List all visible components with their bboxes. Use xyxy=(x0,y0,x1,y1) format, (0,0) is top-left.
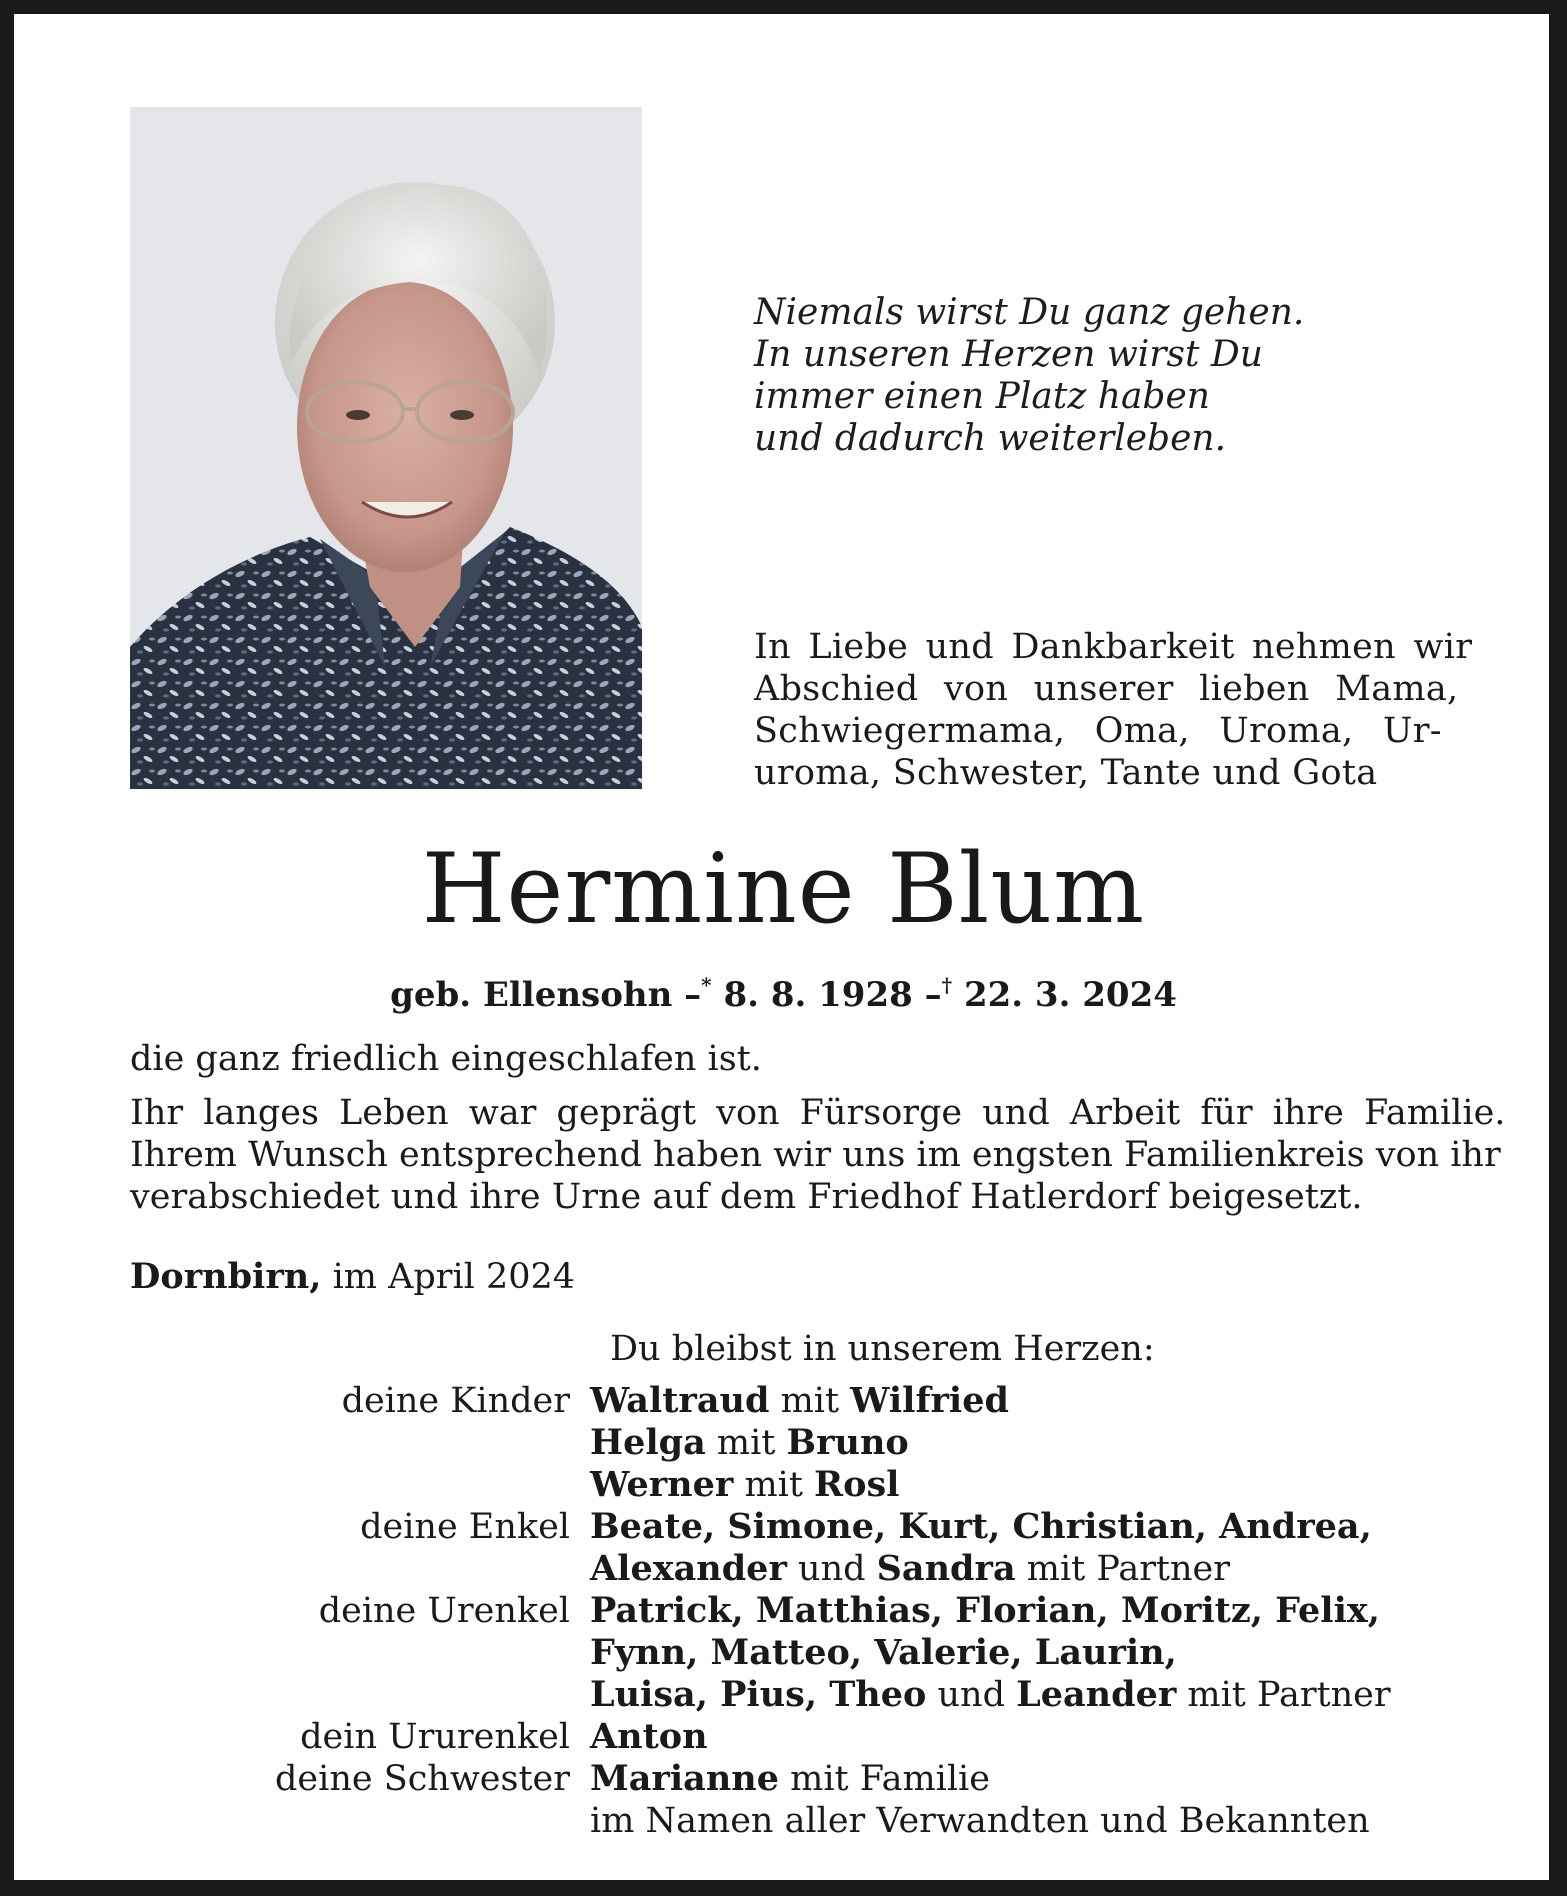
relation-label xyxy=(200,1464,590,1506)
relative-names xyxy=(590,1422,909,1464)
memorial-quote xyxy=(754,292,1314,460)
relative-name: Waltraud xyxy=(590,1380,770,1421)
family-row xyxy=(200,1506,1450,1548)
relative-names xyxy=(590,1674,1391,1716)
relative-name: Luisa, Pius, Theo xyxy=(590,1674,927,1715)
intro-text xyxy=(754,626,1473,794)
place-date xyxy=(130,1256,575,1298)
quote-line: In unseren Herzen wirst Du xyxy=(754,334,1263,375)
relative-name: Leander xyxy=(1016,1674,1177,1715)
relative-names xyxy=(590,1548,1230,1590)
place-city: Dornbirn, xyxy=(130,1256,322,1297)
family-row xyxy=(200,1758,1450,1800)
relative-name: Sandra xyxy=(876,1548,1016,1589)
place-date-text: im April 2024 xyxy=(321,1257,576,1297)
intro-line: In Liebe und Dankbarkeit nehmen wir xyxy=(754,627,1473,667)
relative-name: Bruno xyxy=(786,1422,909,1463)
family-list xyxy=(200,1380,1450,1842)
connector-text: im Namen aller Verwandten und Bekannten xyxy=(590,1801,1370,1841)
connector-text: mit Partner xyxy=(1176,1675,1391,1715)
relative-name: Helga xyxy=(590,1422,706,1463)
life-dates xyxy=(0,963,1567,1017)
family-row xyxy=(200,1548,1450,1590)
family-row xyxy=(200,1380,1450,1422)
relative-names xyxy=(590,1590,1380,1632)
relative-names xyxy=(590,1464,899,1506)
relative-names xyxy=(590,1800,1370,1842)
birth-date: 8. 8. 1928 xyxy=(723,975,913,1015)
family-row xyxy=(200,1422,1450,1464)
body-paragraph xyxy=(130,1092,1506,1218)
relative-name: Anton xyxy=(590,1716,708,1757)
relative-name: Alexander xyxy=(590,1548,787,1589)
relation-label xyxy=(200,1632,590,1674)
connector-text: und xyxy=(926,1675,1017,1715)
relation-label: deine Enkel xyxy=(360,1507,570,1547)
relative-name: Patrick, Matthias, Florian, Moritz, Felix, xyxy=(590,1590,1380,1631)
body-first-line: die ganz friedlich eingeschlafen ist. xyxy=(130,1039,762,1079)
quote-line: immer einen Platz haben xyxy=(754,376,1210,417)
family-row xyxy=(200,1590,1450,1632)
relation-label: deine Urenkel xyxy=(318,1591,570,1631)
relative-names xyxy=(590,1758,990,1800)
relative-names xyxy=(590,1716,708,1758)
birth-name: geb. Ellensohn xyxy=(390,975,673,1015)
connector-text: und xyxy=(786,1549,877,1589)
relative-name: Werner xyxy=(590,1464,734,1505)
deceased-name: Hermine Blum xyxy=(421,833,1146,945)
family-row xyxy=(200,1800,1450,1842)
relation-label xyxy=(200,1548,590,1590)
relative-names xyxy=(590,1380,1009,1422)
connector-text: mit xyxy=(733,1465,815,1505)
separator: – xyxy=(924,975,942,1015)
family-row xyxy=(200,1464,1450,1506)
relation-label: deine Kinder xyxy=(341,1381,570,1421)
relative-names xyxy=(590,1506,1372,1548)
relative-name: Rosl xyxy=(814,1464,900,1505)
relative-name: Beate, Simone, Kurt, Christian, Andrea, xyxy=(590,1506,1372,1547)
intro-line: Abschied von unserer lieben Mama, xyxy=(754,669,1459,709)
connector-text: mit xyxy=(705,1423,787,1463)
relation-label: dein Ururenkel xyxy=(300,1717,570,1757)
family-heading: Du bleibst in unserem Herzen: xyxy=(610,1329,1155,1369)
connector-text: mit xyxy=(769,1381,851,1421)
connector-text: mit Familie xyxy=(779,1759,990,1799)
died-symbol: † xyxy=(941,973,953,997)
intro-line: uroma, Schwester, Tante und Gota xyxy=(754,753,1378,793)
born-symbol: * xyxy=(701,973,712,997)
intro-line: Schwiegermama, Oma, Uroma, Ur- xyxy=(754,711,1442,751)
family-row xyxy=(200,1674,1450,1716)
quote-line: und dadurch weiterleben. xyxy=(754,418,1227,459)
connector-text: mit Partner xyxy=(1015,1549,1230,1589)
death-date: 22. 3. 2024 xyxy=(963,975,1177,1015)
relation-label xyxy=(200,1422,590,1464)
quote-line: Niemals wirst Du ganz gehen. xyxy=(754,292,1305,333)
relative-name: Fynn, Matteo, Valerie, Laurin, xyxy=(590,1632,1177,1673)
portrait-photo xyxy=(130,107,642,789)
relative-name: Wilfried xyxy=(850,1380,1009,1421)
relative-name: Marianne xyxy=(590,1758,779,1799)
relation-label xyxy=(200,1800,590,1842)
body-line: Ihrem Wunsch entsprechend haben wir uns im engsten Familienkreis von ihr xyxy=(130,1135,1501,1175)
family-row xyxy=(200,1632,1450,1674)
relation-label xyxy=(200,1674,590,1716)
family-row xyxy=(200,1716,1450,1758)
relation-label: deine Schwester xyxy=(275,1759,570,1799)
separator: – xyxy=(684,975,702,1015)
relative-names xyxy=(590,1632,1177,1674)
body-line: Ihr langes Leben war geprägt von Fürsorge und Arbeit für ihre Familie. xyxy=(130,1093,1506,1133)
body-line: verabschiedet und ihre Urne auf dem Friedhof Hatlerdorf beigesetzt. xyxy=(130,1177,1363,1217)
